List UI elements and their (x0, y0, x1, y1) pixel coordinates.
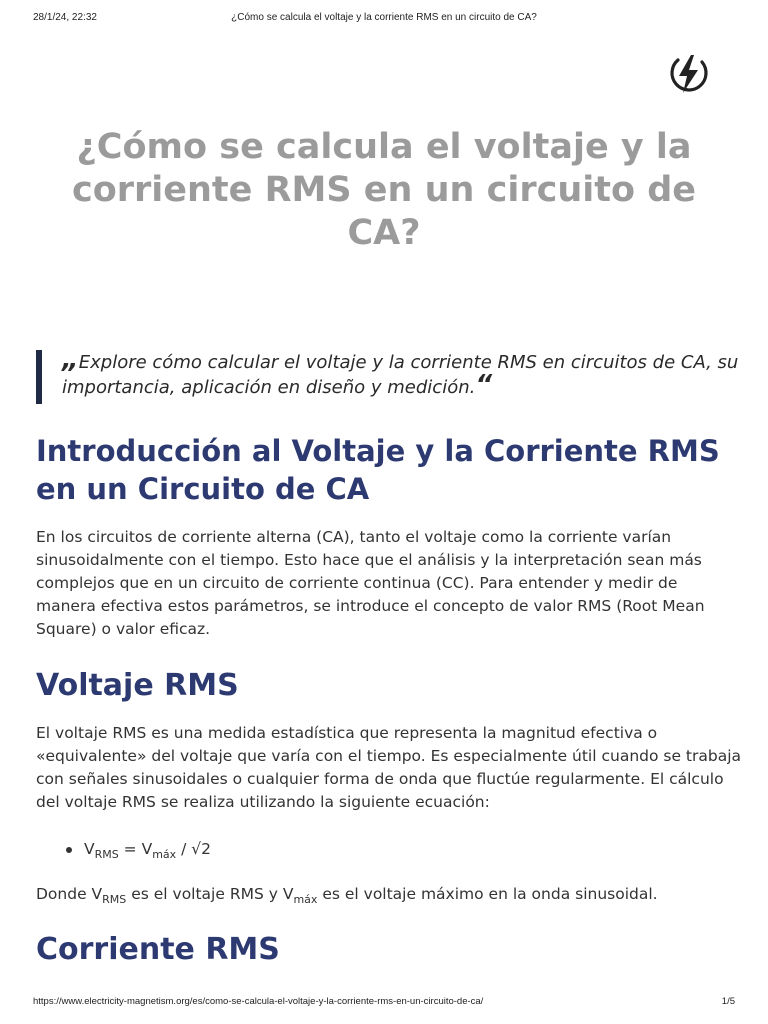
print-date: 28/1/24, 22:32 (33, 12, 97, 23)
lightning-bolt-icon[interactable] (666, 52, 710, 96)
equation-vrms: $V_{RMS} = V_{máx} / √2$ (62, 838, 211, 866)
intro-paragraph: En los circuitos de corriente alterna (CA), tanto el voltaje como la corriente varían sinusoidalmente con el tiempo. Esto hace que el análisis y la interpretación sean más complejos que en un circuito de corriente continua (CC). Para entender y medir de manera efectiva estos parámetros, se introduce el concepto de valor RMS (Root Mean Square) o valor eficaz. (36, 528, 705, 638)
quote-text: Explore cómo calcular el voltaje y la corriente RMS en circuitos de CA, su importancia, aplicación en diseño y medición. (62, 352, 739, 398)
equation-list (62, 838, 211, 866)
print-header (0, 12, 768, 28)
page-url-link[interactable]: https://www.electricity-magnetism.org/es/como-se-calcula-el-voltaje-y-la-corriente-rms-en-un-circuito-de-ca/ (33, 996, 484, 1007)
open-quote-mark: „ (62, 345, 79, 375)
print-footer (0, 996, 768, 1012)
where-paragraph: Donde $V_{RMS}$ es el voltaje RMS y $V_{máx}$ es el voltaje máximo en la onda sinusoidal. (36, 885, 658, 906)
heading-intro: Introducción al Voltaje y la Corriente RMS en un Circuito de CA (36, 434, 720, 506)
page-number: 1/5 (721, 996, 735, 1007)
close-quote-mark: “ (475, 370, 493, 400)
heading-corriente-rms: Corriente RMS (36, 932, 280, 967)
page-title: ¿Cómo se calcula el voltaje y la corriente RMS en un circuito de CA? (71, 127, 697, 253)
summary-quote (36, 345, 739, 404)
heading-voltaje-rms: Voltaje RMS (36, 668, 239, 703)
voltaje-paragraph: El voltaje RMS es una medida estadística que representa la magnitud efectiva o «equivalente» del voltaje que varía con el tiempo. Es especialmente útil cuando se trabaja con señales sinusoidales o cualquier forma de onda que fluctúe regularmente. El cálculo del voltaje RMS se realiza utilizando la siguiente ecuación: (36, 724, 742, 811)
print-page-title: ¿Cómo se calcula el voltaje y la corriente RMS en un circuito de CA? (231, 12, 537, 23)
